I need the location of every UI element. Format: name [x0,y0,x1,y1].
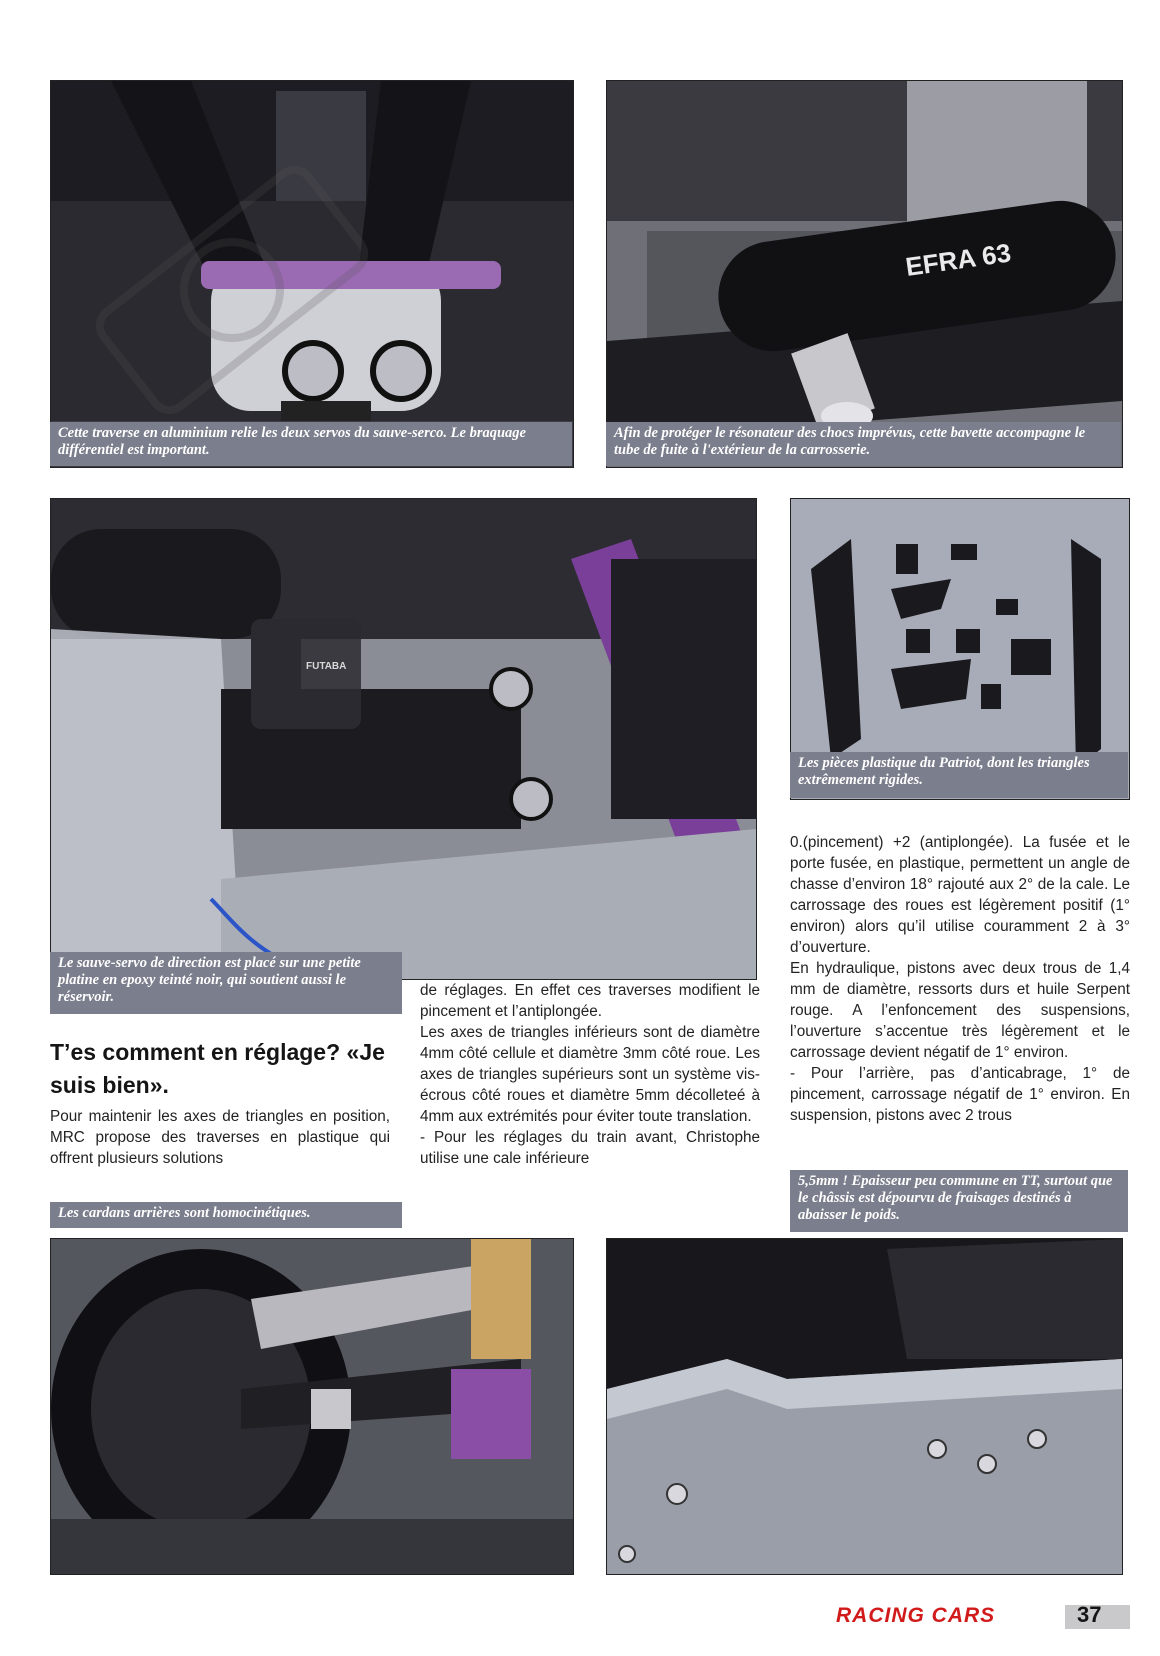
caption-photo3: Le sauve-servo de direction est placé sur une petite platine en epoxy teinté noir, qui soutient aussi le réservoir. [50,952,402,1014]
article-column-3 [790,832,1130,1126]
caption-photo1: Cette traverse en aluminium relie les deux servos du sauve-serco. Le braquage différentiel est important. [50,422,572,466]
column2-paragraph-2: Les axes de triangles inférieurs sont de diamètre 4mm côté cellule et diamètre 3mm côté roue. Les axes de triangles supérieurs sont un système vis-écrous côté roues et diamètre 5mm décolleteé à 4mm aux extrémités pour éviter toute translation. [420,1024,760,1125]
article-heading: T’es comment en réglage? «Je suis bien». [50,1039,385,1098]
caption-photo5: Les cardans arrières sont homocinétiques. [50,1202,402,1228]
servo-label: FUTABA [306,661,347,672]
photo-exhaust [606,80,1123,468]
article-column-1 [50,1106,390,1169]
exhaust-label: EFRA 63 [903,237,1013,282]
caption-photo6: 5,5mm ! Epaisseur peu commune en TT, surtout que le châssis est dépourvu de fraisages destinés à abaisser le poids. [790,1170,1128,1232]
caption-photo2: Afin de protéger le résonateur des chocs imprévus, cette bavette accompagne le tube de fuite à l'extérieur de la carrosserie. [606,422,1121,466]
column3-paragraph-2: En hydraulique, pistons avec deux trous de 1,4 mm de diamètre, ressorts durs et huile Serpent rouge. A l’enfoncement des suspensions, l’ouverture s’accentue très légèrement et le carrossage devient négatif de 1° environ. [790,960,1130,1061]
page-number: 37 [1077,1602,1102,1627]
photo-steering-servo [50,498,757,980]
column2-paragraph-3: - Pour les réglages du train avant, Christophe utilise une cale inférieure [420,1129,760,1167]
photo-rear-cardans [50,1238,574,1575]
photo-chassis-plate [606,1238,1123,1575]
caption-photo4: Les pièces plastique du Patriot, dont les triangles extrêmement rigides. [790,752,1128,798]
column1-paragraph: Pour maintenir les axes de triangles en position, MRC propose des traverses en plastique qui offrent plusieurs solutions [50,1108,390,1167]
column3-paragraph-3: - Pour l’arrière, pas d’anticabrage, 1° de pincement, carrossage négatif de 1° environ. En suspension, pistons avec 2 trous [790,1065,1130,1124]
article-column-2 [420,980,760,1169]
column3-paragraph-1: 0.(pincement) +2 (antiplongée). La fusée et le porte fusée, en plastique, permettent un angle de chasse d’environ 18° rajouté aux 2° de la cale. Le carrossage des roues est légèrement positif (1° environ) alors qu’il utilise couramment 2 à 3° d’ouverture. [790,834,1130,956]
column2-paragraph-1: de réglages. En effet ces traverses modifient le pincement et l’antiplongée. [420,982,760,1020]
magazine-logo: RACING CARS [836,1604,996,1627]
